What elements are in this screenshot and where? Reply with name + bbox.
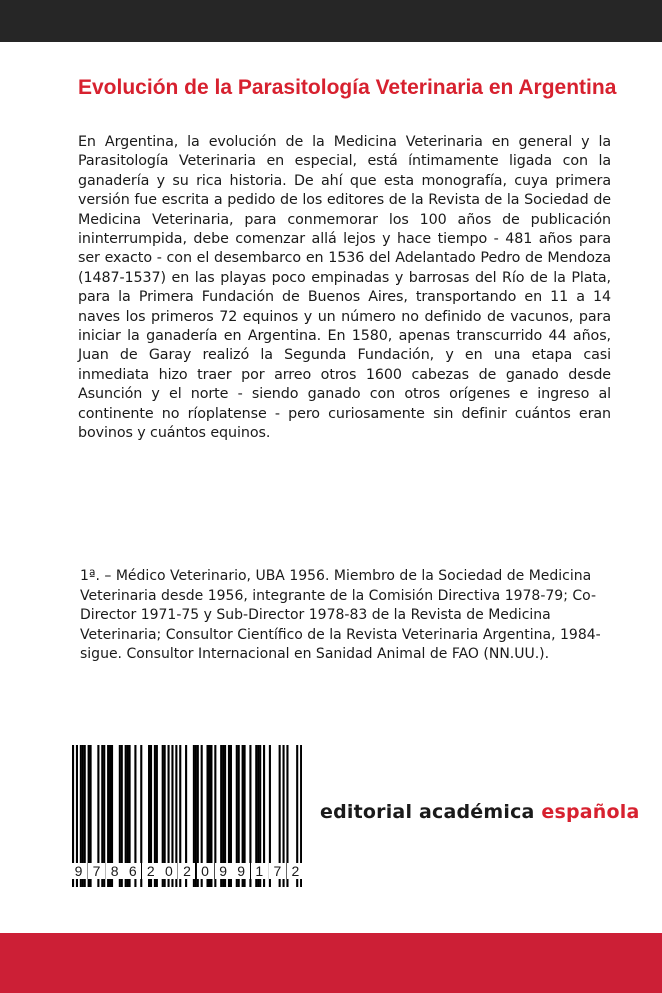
isbn-digit: 7 xyxy=(88,863,105,879)
isbn-digit: 2 xyxy=(142,863,159,879)
publisher-logo xyxy=(320,801,640,823)
bottom-color-band xyxy=(0,933,662,993)
author-footnote: 1ª. – Médico Veterinario, UBA 1956. Miembro de la Sociedad de Medicina Veterinaria desde 1956, integrante de la Comisión Directiva 1978-79; Co-Director 1971-75 y Sub-Director 1978-83 de la Revista de Medicina Veterinaria; Consultor Científico de la Revista Veterinaria Argentina, 1984-sigue. Consultor Internacional en Sanidad Animal de FAO (NN.UU.). xyxy=(80,568,601,663)
isbn-digit: 0 xyxy=(197,863,214,879)
isbn-number xyxy=(70,863,304,879)
isbn-digit: 9 xyxy=(215,863,232,879)
isbn-digit: 2 xyxy=(178,863,195,879)
isbn-digit: 9 xyxy=(70,863,87,879)
book-title: Evolución de la Parasitología Veterinaria en Argentina xyxy=(78,76,617,99)
isbn-digit: 9 xyxy=(233,863,250,879)
isbn-digit: 1 xyxy=(251,863,268,879)
publisher-name-accent: española xyxy=(541,801,640,823)
isbn-digit: 0 xyxy=(160,863,177,879)
top-color-band xyxy=(0,0,662,42)
isbn-digit: 7 xyxy=(269,863,286,879)
isbn-digit: 8 xyxy=(106,863,123,879)
isbn-digit: 2 xyxy=(287,863,304,879)
publisher-name: editorial académica xyxy=(320,801,542,823)
synopsis-text: En Argentina, la evolución de la Medicina Veterinaria en general y la Parasitología Veterinaria en especial, está íntimamente ligada con la ganadería y su rica historia. De ahí que esta monografía, cuya primera versión fue escrita a pedido de los editores de la Revista de la Sociedad de Medicina Veterinaria, para conmemorar los 100 años de publicación ininterrumpida, debe comenzar allá lejos y hace tiempo - 481 años para ser exacto - con el desembarco en 1536 del Adelantado Pedro de Mendoza (1487-1537) en las playas poco empinadas y barrosas del Río de la Plata, para la Primera Fundación de Buenos Aires, transportando en 11 a 14 naves los primeros 72 equinos y un número no definido de vacunos, para iniciar la ganadería en Argentina. En 1580, apenas transcurrido 44 años, Juan de Garay realizó la Segunda Fundación, y en una etapa casi inmediata hizo traer por arreo otros 1600 cabezas de ganado desde Asunción y el norte - siendo ganado con otros orígenes e ingreso al continente no ríoplatense - pero curiosamente sin definir cuántos eran bovinos y cuántos equinos. xyxy=(78,134,611,442)
isbn-digit: 6 xyxy=(124,863,141,879)
